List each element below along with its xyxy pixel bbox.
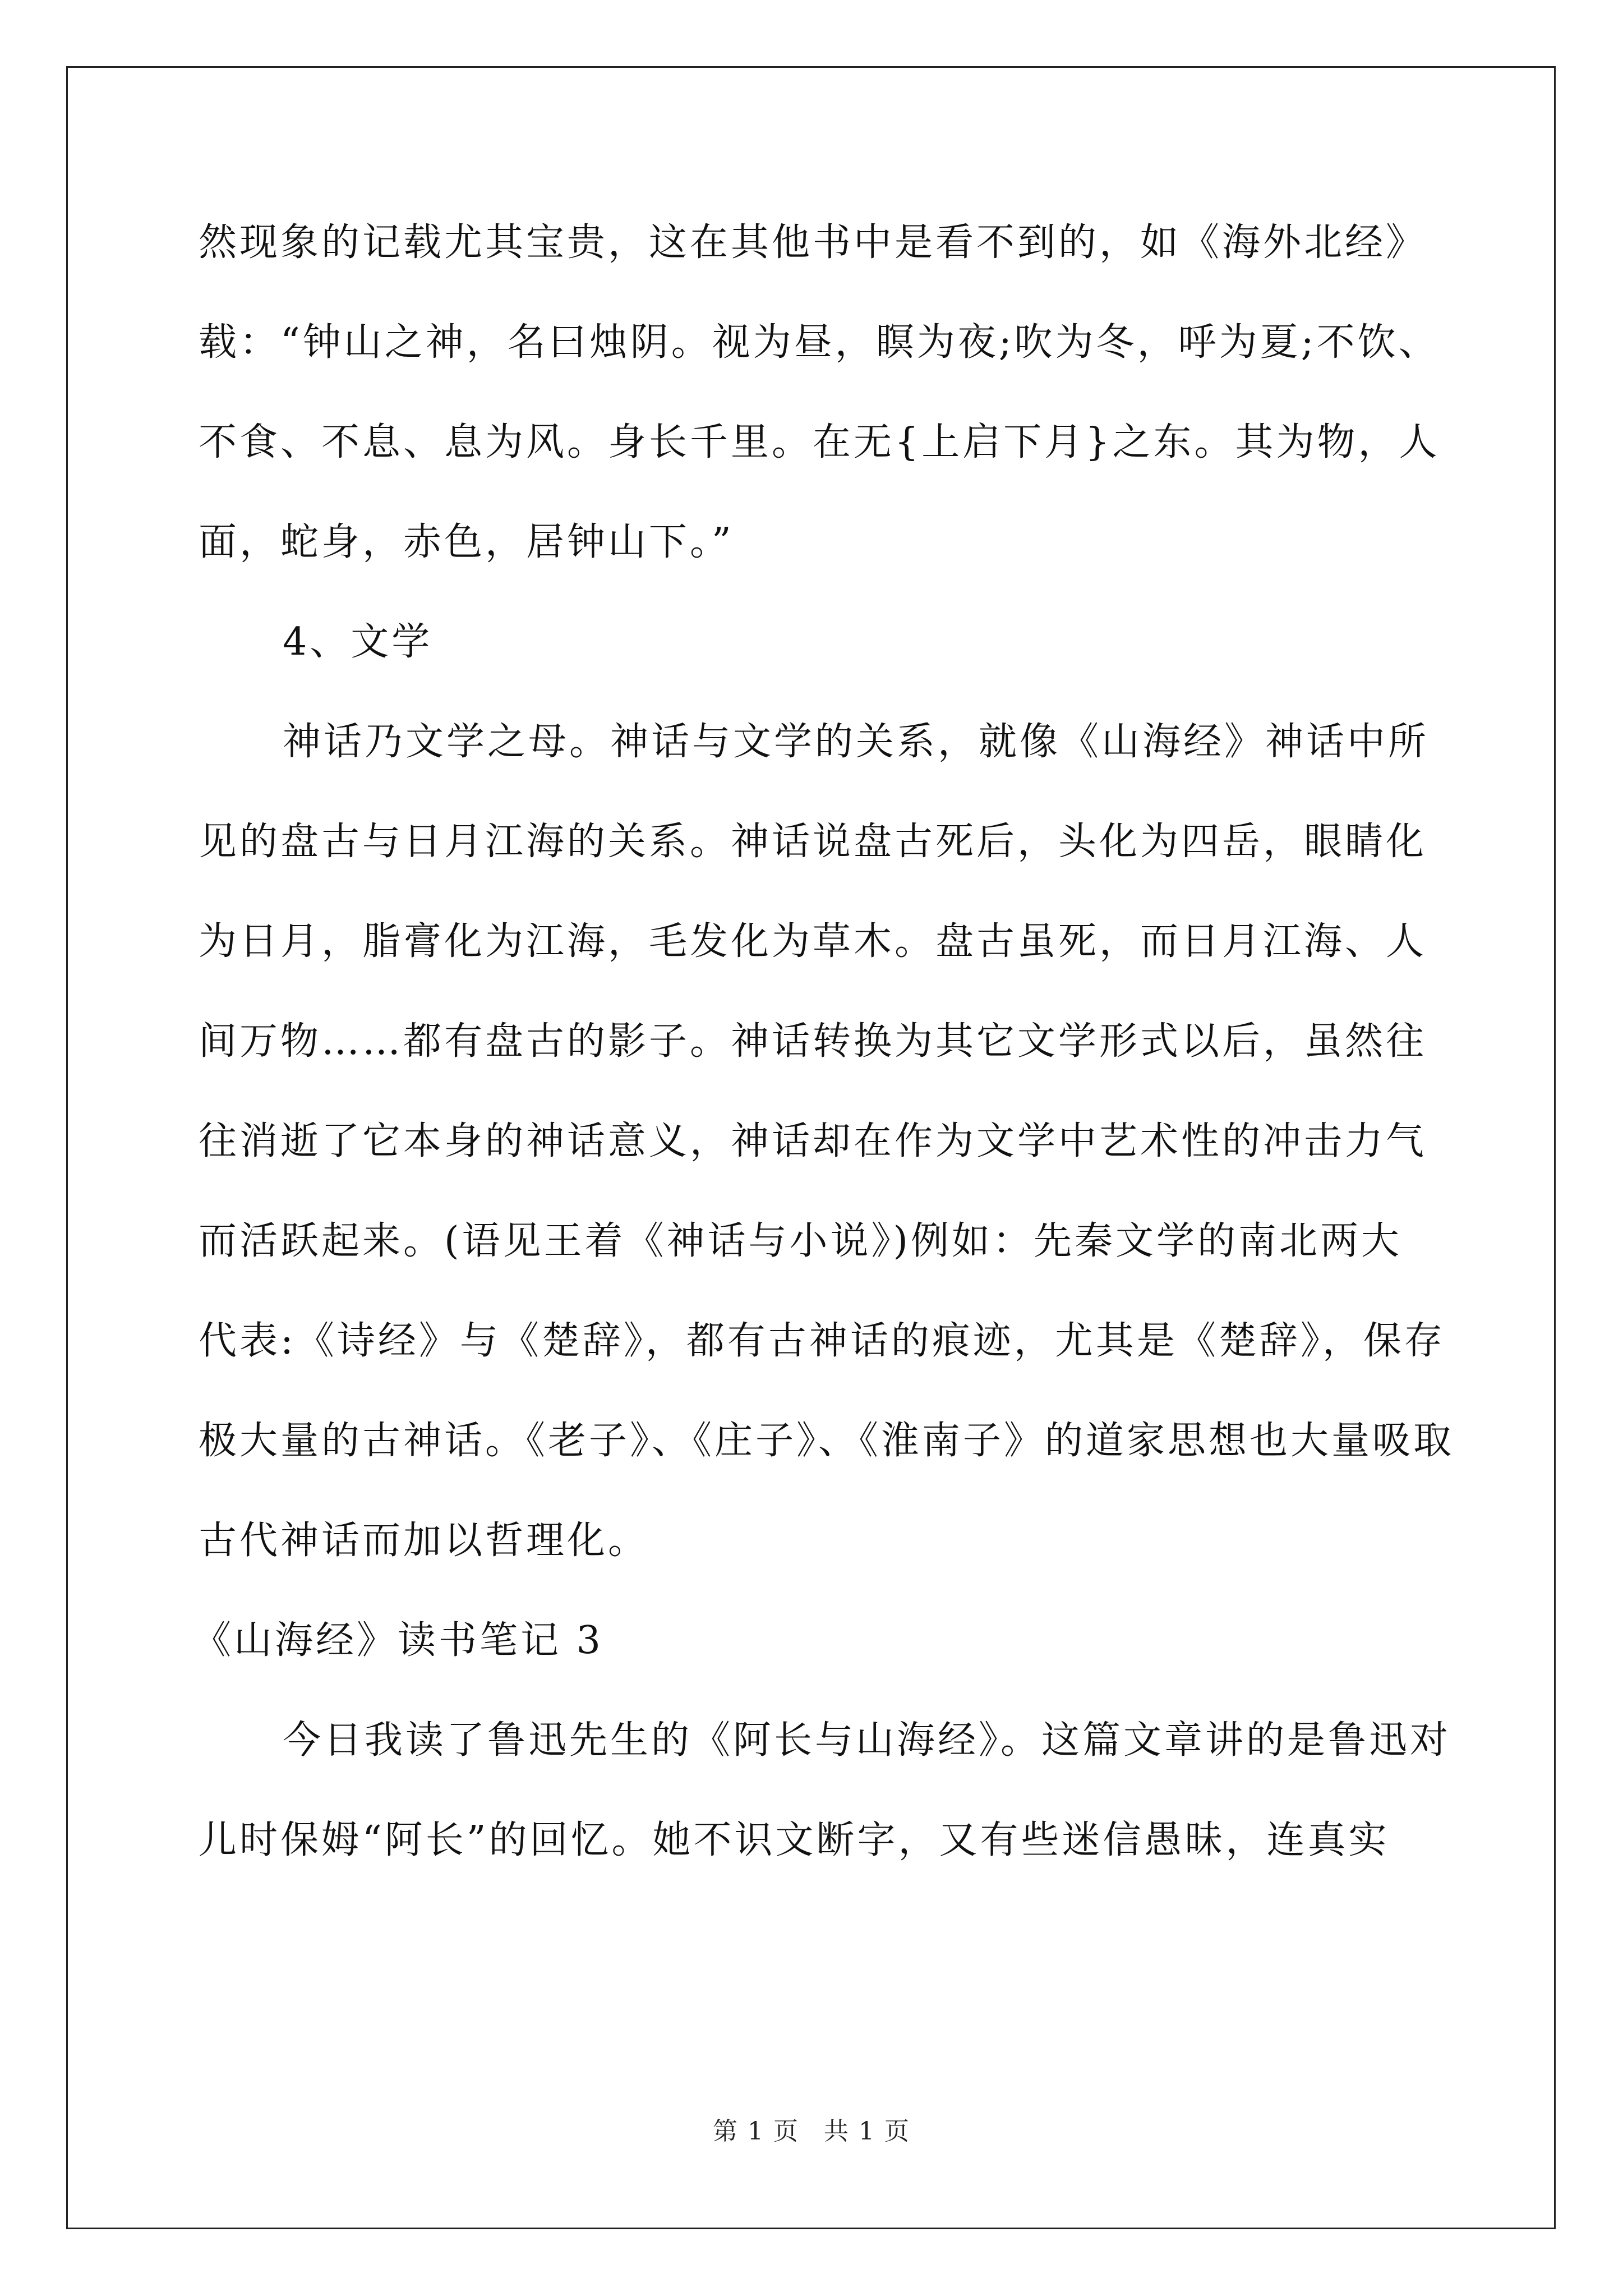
body-line: 载：“钟山之神，名曰烛阴。视为昼，瞑为夜;吹为冬，呼为夏;不饮、 [199,320,1440,365]
body-line: 为日月，脂膏化为江海，毛发化为草木。盘古虽死，而日月江海、人 [199,919,1427,964]
body-line: 然现象的记载尤其宝贵，这在其他书中是看不到的，如《海外北经》 [199,220,1427,265]
page-number: 第 1 页 [713,2117,799,2146]
body-line: 今日我读了鲁迅先生的《阿长与山海经》。这篇文章讲的是鲁迅对 [283,1718,1451,1763]
section-heading: 4、文学 [283,620,433,664]
body-line: 代表:《诗经》与《楚辞》，都有古神话的痕迹，尤其是《楚辞》，保存 [199,1319,1445,1363]
body-line: 古代神话而加以哲理化。 [199,1519,649,1563]
page-footer [0,2115,1623,2148]
body-line: 而活跃起来。(语见王着《神话与小说》)例如：先秦文学的南北两大 [199,1219,1403,1263]
body-line: 间万物……都有盘古的影子。神话转换为其它文学形式以后，虽然往 [199,1019,1427,1064]
body-line: 面，蛇身，赤色，居钟山下。” [199,520,734,564]
body-line: 不食、不息、息为风。身长千里。在无{上启下月}之东。其为物，人 [199,420,1440,464]
body-line: 神话乃文学之母。神话与文学的关系，就像《山海经》神话中所 [283,720,1430,764]
body-line: 见的盘古与日月江海的关系。神话说盘古死后，头化为四岳，眼睛化 [199,820,1427,864]
body-line: 儿时保姆“阿长”的回忆。她不识文断字，又有些迷信愚昧，连真实 [199,1818,1390,1862]
body-line: 往消逝了它本身的神话意义，神话却在作为文学中艺术性的冲击力气 [199,1119,1427,1163]
page-total: 共 1 页 [824,2117,910,2146]
document-title: 《山海经》读书笔记 3 [193,1618,603,1663]
body-line: 极大量的古神话。《老子》、《庄子》、《淮南子》的道家思想也大量吸取 [199,1419,1455,1463]
